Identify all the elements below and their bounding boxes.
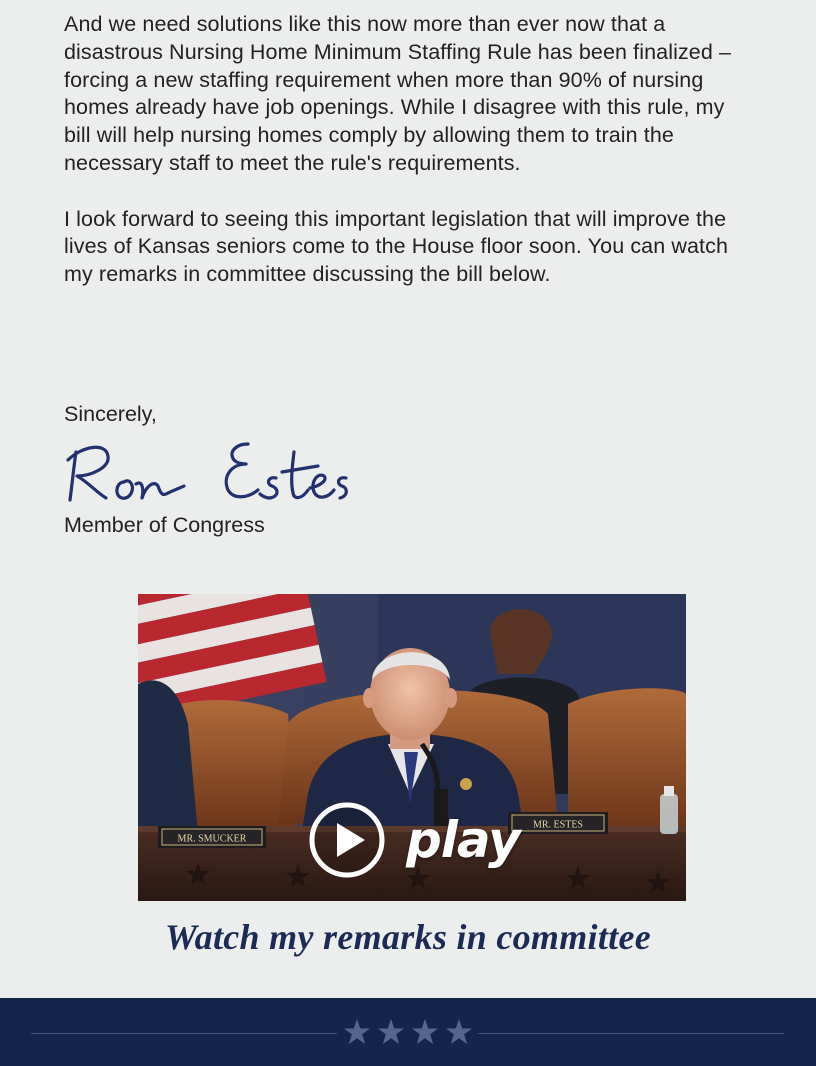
letter-signer-title: Member of Congress [64,513,265,537]
play-label: play [406,811,520,869]
letter-paragraph-1: And we need solutions like this now more than ever now that a disastrous Nursing Home Minimum Staffing Rule has been finalized – forcing a new staffing requirement when more than 90% of nursing homes already have job openings. While I disagree with this rule, my bill will help nursing homes comply by allowing them to train the necessary staff to meet the rule's requirements. [64,12,732,175]
letter-paragraph-2: I look forward to seeing this important legislation that will improve the lives of Kansas seniors come to the House floor soon. You can watch my remarks in committee discussing the bill below. [64,206,729,287]
letter-closing: Sincerely, [64,402,157,426]
video-caption[interactable]: Watch my remarks in committee [165,917,651,957]
footer-divider-right [478,1033,784,1034]
signature-text: Ron Estes [62,430,67,431]
star-icon [344,1019,370,1044]
play-button[interactable] [308,800,520,880]
star-icon-group [340,1016,476,1048]
star-icon [412,1019,438,1044]
footer-divider-left [31,1033,337,1034]
video-thumbnail[interactable] [138,594,686,901]
play-icon [308,801,386,879]
star-icon [446,1019,472,1044]
nameplate-estes: MR. ESTES [532,819,584,831]
letter-body [64,11,754,289]
footer-bar [0,998,816,1066]
nameplate-smucker: MR. SMUCKER [177,833,247,845]
signature-image [62,430,352,508]
star-icon [378,1019,404,1044]
